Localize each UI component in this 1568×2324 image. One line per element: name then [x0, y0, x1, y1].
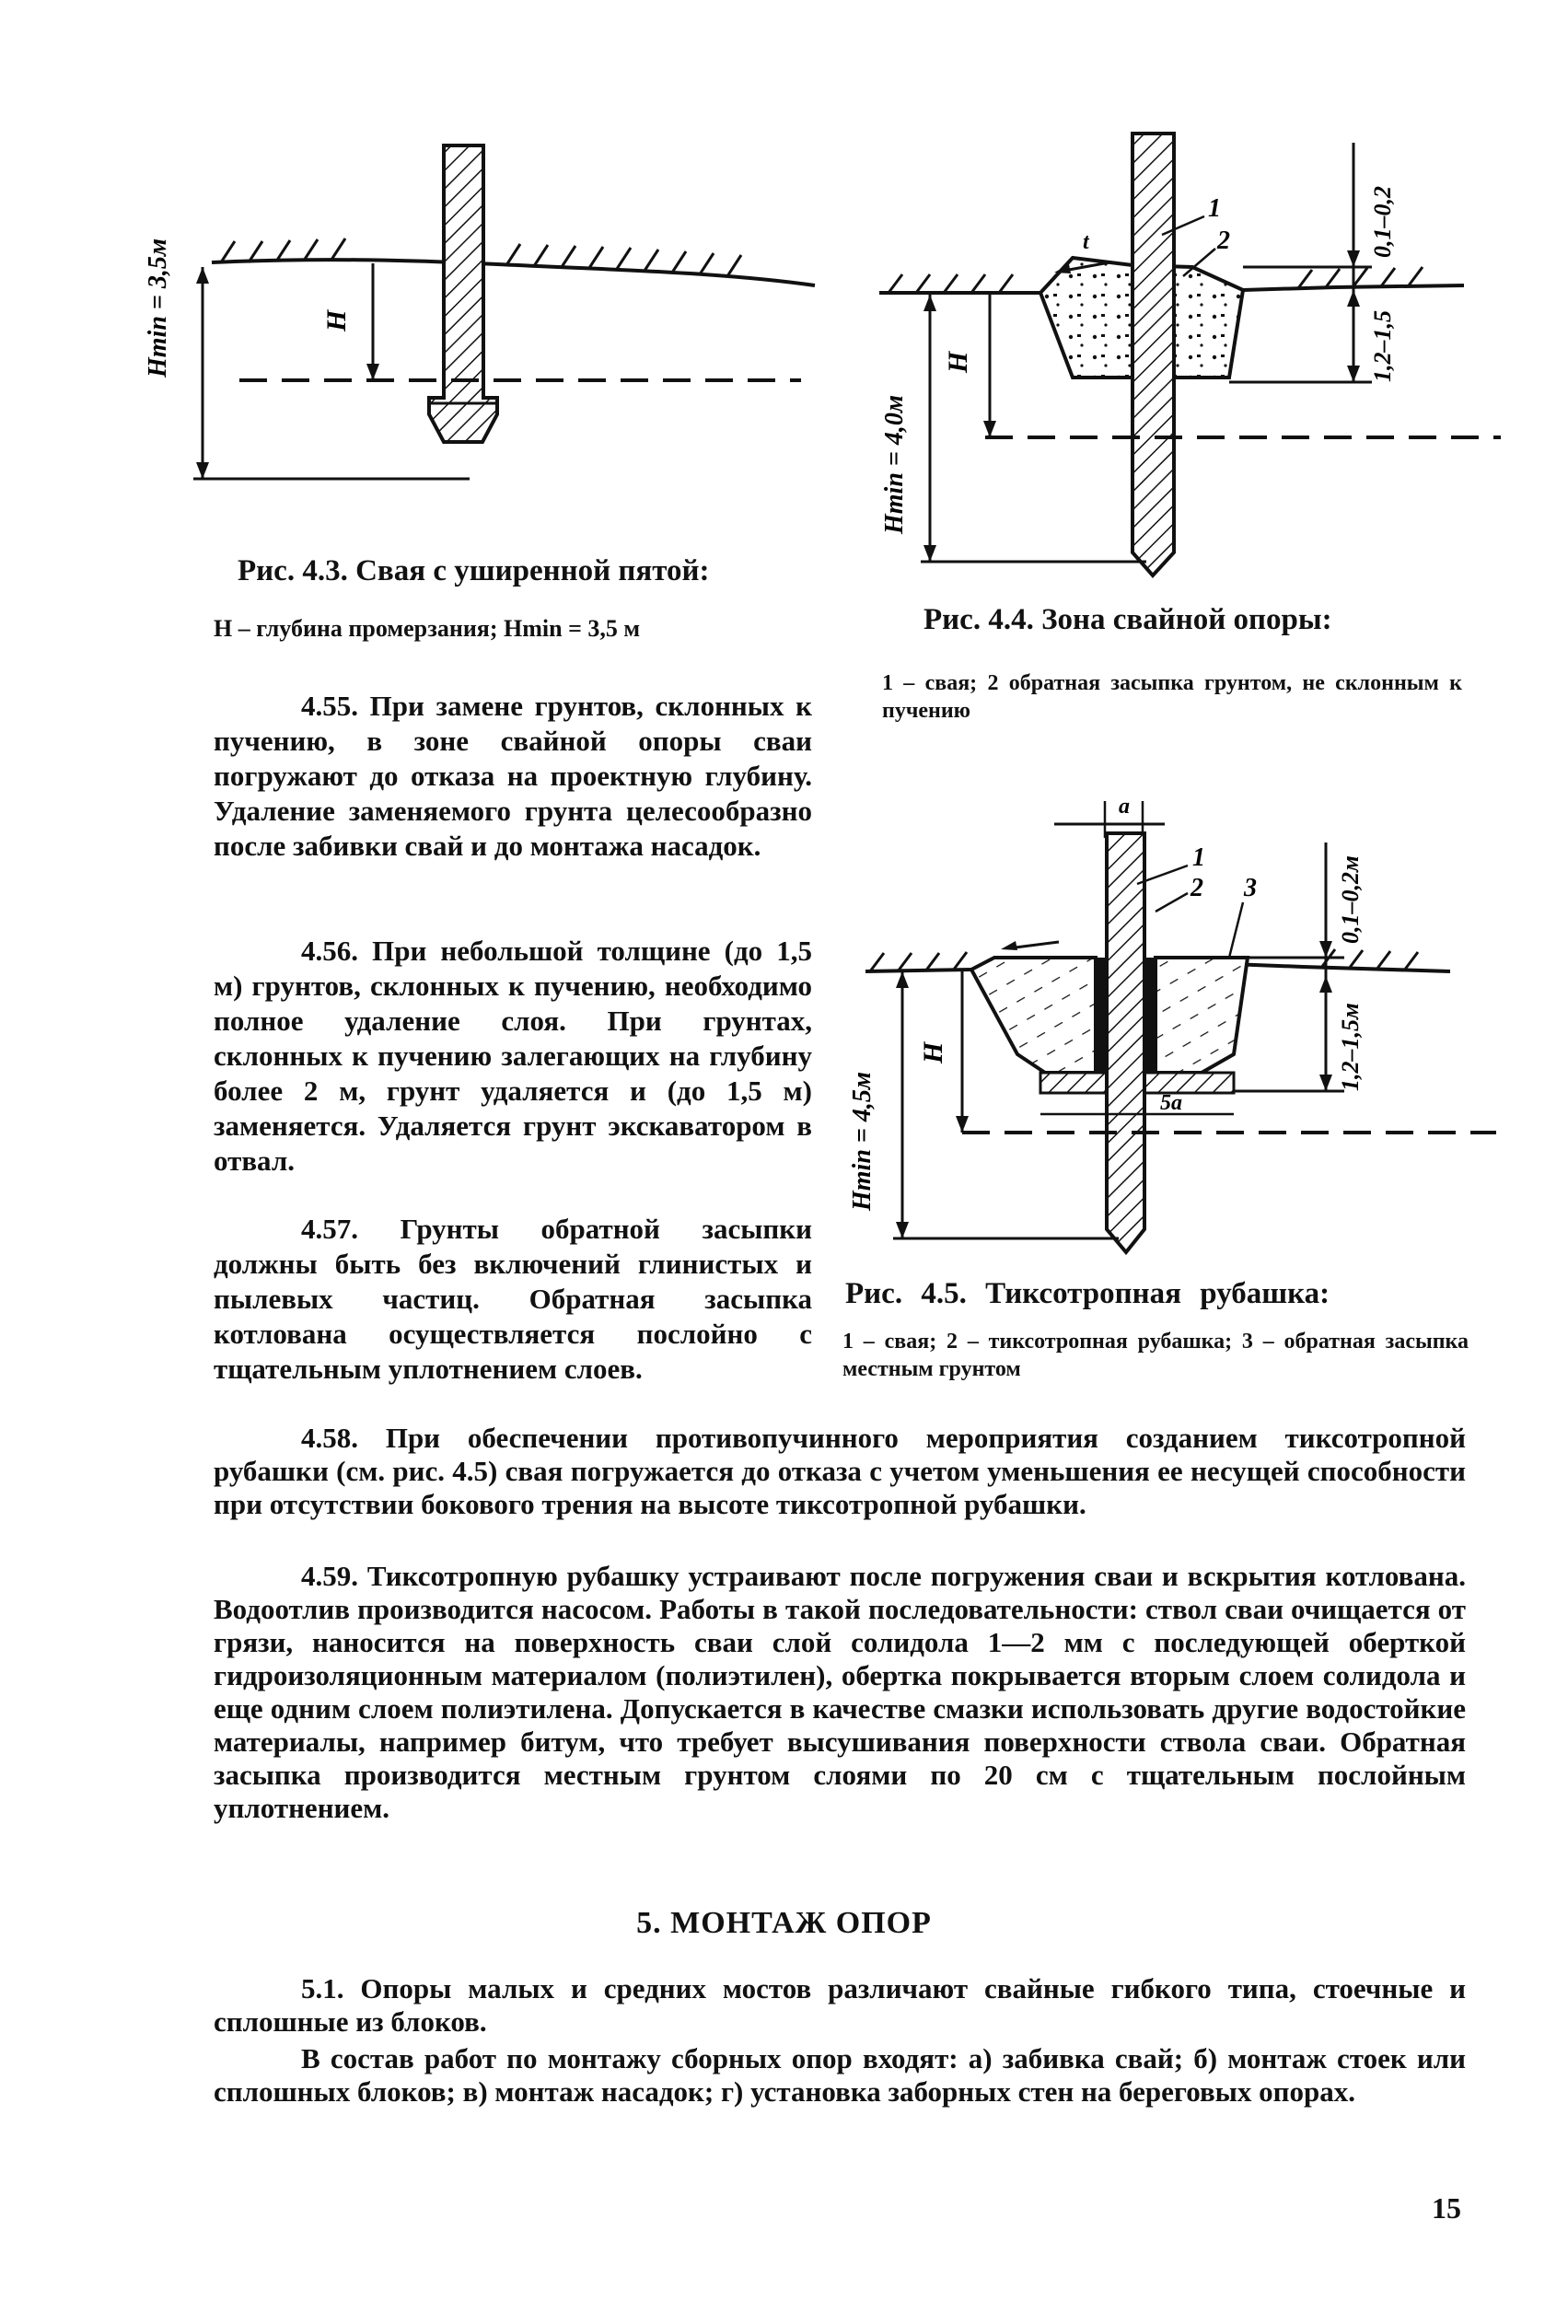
- paragraph-4-57: 4.57. Грунты обратной засыпки должны быть без включений глинистых и пылевых частиц. Обратная засыпка котлована осуществляется послойно с тщательным уплотнением слоев.: [214, 1213, 812, 1385]
- fig45-h-label: H: [918, 1041, 948, 1063]
- page-number: 15: [1432, 2191, 1461, 2225]
- fig45-n3: 3: [1244, 874, 1257, 902]
- fig43-htotal-label: Hmin = 3,5м: [144, 238, 172, 378]
- fig45-htotal-label: Hmin = 4,5м: [848, 1071, 877, 1211]
- fig44-h-label: H: [943, 351, 973, 373]
- fig45-a5-label: 5a: [1160, 1091, 1182, 1115]
- fig45-n2: 2: [1191, 874, 1203, 902]
- fig43-h-label: H: [321, 309, 352, 331]
- fig45-a-label: a: [1119, 795, 1130, 819]
- fig43-legend: H – глубина промерзания; Hmin = 3,5 м: [214, 615, 641, 642]
- fig45-d2: 1,2–1,5м: [1337, 1003, 1364, 1091]
- fig44-caption: Рис. 4.4. Зона свайной опоры:: [923, 603, 1332, 636]
- fig44-htotal-label: Hmin = 4,0м: [880, 394, 909, 534]
- paragraph-4-56: 4.56. При небольшой толщине (до 1,5 м) грунтов, склонных к пучению, необходимо полное удаление слоя. При грунтах, склонных к пучению залегающих на глубину более 2 м, грунт удаляется и (до 1,5 м) заменяется. Удаляется грунт экскаватором в отвал.: [214, 935, 812, 1177]
- figure-4-4: [875, 129, 1501, 589]
- paragraph-5-1: 5.1. Опоры малых и средних мостов различают свайные гибкого типа, стоечные и сплошные из блоков.: [214, 1972, 1466, 2038]
- fig44-n1: 1: [1208, 194, 1221, 223]
- paragraph-5-1-b: В состав работ по монтажу сборных опор входят: а) забивка свай; б) монтаж стоек или сплошных блоков; в) монтаж насадок; г) установка заборных стен на береговых опорах.: [214, 2042, 1466, 2108]
- fig43-caption: Рис. 4.3. Свая с уширенной пятой:: [238, 554, 710, 587]
- section-heading: 5. МОНТАЖ ОПОР: [636, 1906, 932, 1940]
- fig44-d2: 1,2–1,5: [1369, 310, 1396, 382]
- fig44-n2: 2: [1217, 227, 1230, 255]
- figure-4-5: [848, 787, 1505, 1266]
- figure-4-3: [144, 138, 829, 525]
- fig44-t-label: t: [1083, 230, 1089, 254]
- fig45-caption: Рис. 4.5. Тиксотропная рубашка:: [845, 1277, 1330, 1310]
- fig45-d1: 0,1–0,2м: [1337, 855, 1364, 944]
- paragraph-4-58: 4.58. При обеспечении противопучинного мероприятия созданием тиксотропной рубашки (см. рис. 4.5) свая погружается до отказа с учетом уменьшения ее несущей способности при отсутствии бокового трения на высоте тиксотропной рубашки.: [214, 1422, 1466, 1520]
- fig44-d1: 0,1–0,2: [1369, 186, 1396, 258]
- fig45-n1: 1: [1192, 843, 1205, 872]
- paragraph-4-55: 4.55. При замене грунтов, склонных к пучению, в зоне свайной опоры сваи погружают до отказа на проектную глубину. Удаление заменяемого грунта целесообразно после забивки свай и до монтажа насадок.: [214, 690, 812, 862]
- fig44-legend: 1 – свая; 2 обратная засыпка грунтом, не склонным к пучению: [882, 671, 1462, 723]
- fig45-legend: 1 – свая; 2 – тиксотропная рубашка; 3 – обратная засыпка местным грунтом: [842, 1330, 1469, 1381]
- paragraph-4-59: 4.59. Тиксотропную рубашку устраивают после погружения сваи и вскрытия котлована. Водоотлив производится насосом. Работы в такой последовательности: ствол сваи очищается от грязи, наносится на поверхность сваи слой солидола 1—2 мм с последующей оберткой гидроизоляционным материалом (полиэтилен), обертка покрывается вторым слоем солидола и еще одним слоем полиэтилена. Допускается в качестве смазки использовать другие водостойкие материалы, например битум, что требует высушивания поверхности ствола сваи. Обратная засыпка производится местным грунтом слоями по 20 см с тщательным послойным уплотнением.: [214, 1560, 1466, 1824]
